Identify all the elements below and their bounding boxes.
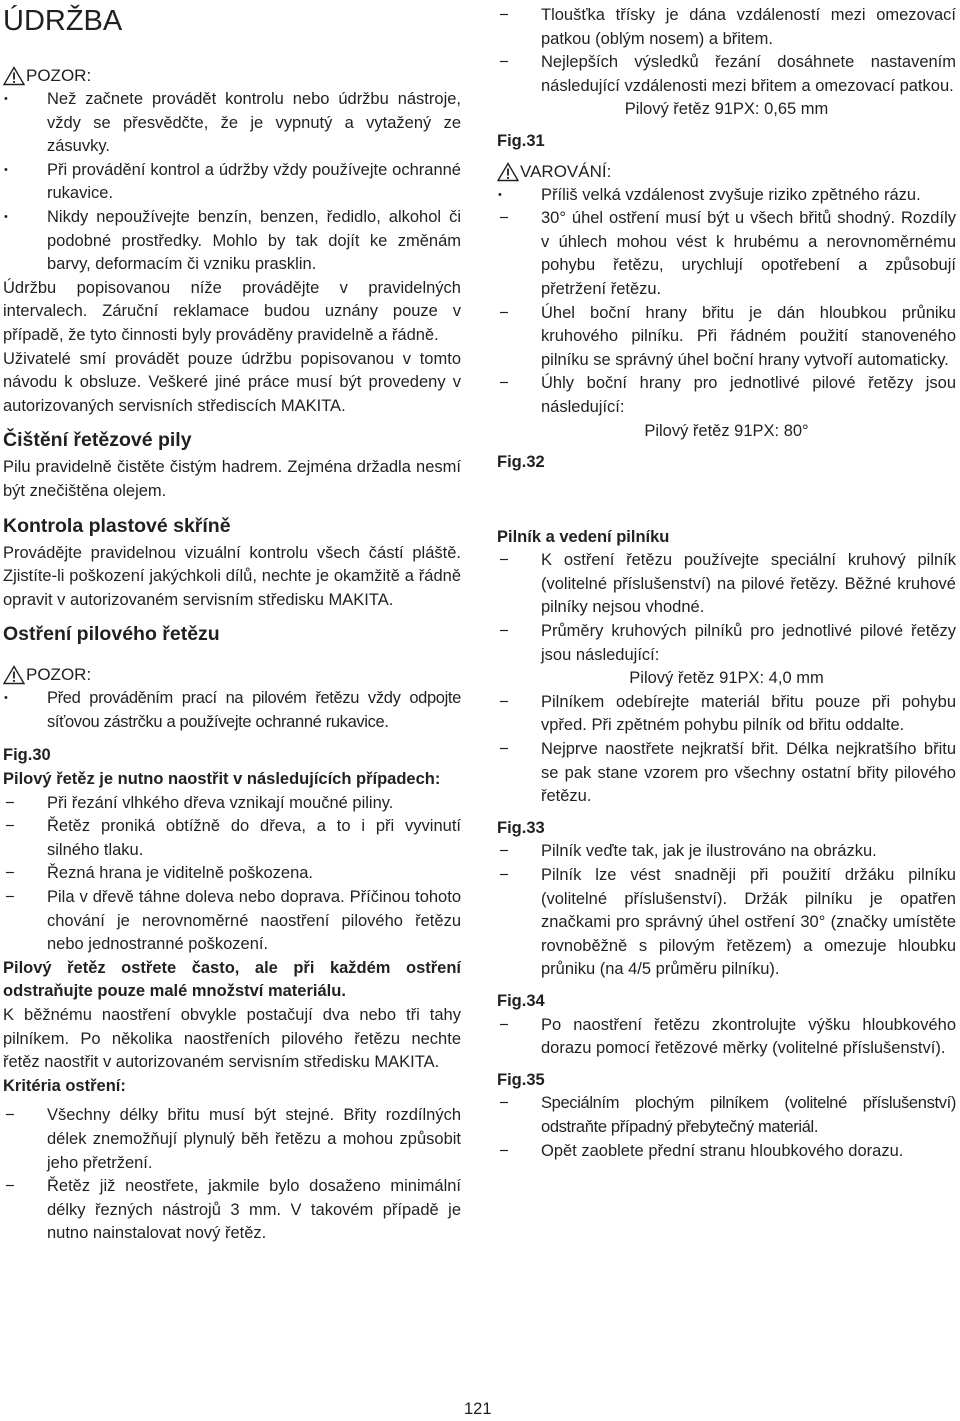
list-item: − Úhel boční hrany břitu je dán hloubkou průniku kruhového pilníku. Při řádném použití stanoveného pilníku se správný úhel boční hrany vytvoří automaticky. (497, 302, 956, 373)
list-item: − 30° úhel ostření musí být u všech břitů shodný. Rozdíly v úhlech mohou vést k hrubému a nerovnoměrnému pohybu řetězu, urychlují opotřebení a způsobují přetržení řetězu. (497, 207, 956, 301)
list-item: − K ostření řetězu používejte speciální kruhový pilník (volitelné příslušenství) na pilové řetězy. Běžné kruhové pilníky nejsou vhodné. (497, 549, 956, 620)
subheading-cases: Pilový řetěz je nutno naostřit v následujících případech: (3, 770, 441, 789)
list-item: − Nejprve naostřete nejkratší břit. Délka nejkratšího břitu se pak stane vzorem pro všechny ostatní břity pilového řetězu. (497, 738, 956, 809)
list-item: − Speciálním plochým pilníkem (volitelné příslušenství) odstraňte případný přebytečný materiál. (497, 1092, 956, 1139)
warning-list (497, 184, 956, 420)
criteria-list (3, 1104, 461, 1246)
list-item: • Před prováděním prací na pilovém řetězu vždy odpojte síťovou zástrčku a používejte ochranné rukavice. (3, 687, 461, 734)
spec-line: Pilový řetěz 91PX: 80° (644, 421, 809, 440)
list-item: − Při řezání vlhkého dřeva vznikají moučné piliny. (3, 792, 461, 816)
list-item: − Opět zaoblete přední stranu hloubkového dorazu. (497, 1140, 956, 1164)
list-item: − Pilníkem odebírejte materiál břitu pouze při pohybu vpřed. Při zpětném pohybu pilník od břitu oddalte. (497, 691, 956, 738)
list-item: − Řezná hrana je viditelně poškozena. (3, 862, 461, 886)
pozor-heading: POZOR: (3, 663, 461, 687)
pozor-list (3, 687, 461, 734)
warning-triangle-icon (3, 66, 25, 86)
section-heading-sharpening: Ostření pilového řetězu (3, 623, 220, 646)
list-item: − Všechny délky břitu musí být stejné. Břity rozdílných délek znemožňují plynulý běh řetězu a mohou způsobit jeho přetržení. (3, 1104, 461, 1175)
figure-ref: Fig.35 (497, 1070, 545, 1089)
sharpen-often-paragraph: Pilový řetěz ostřete často, ale při každém ostření odstraňujte pouze malé množství materiálu. (3, 958, 461, 1001)
warning-triangle-icon (3, 665, 25, 685)
list-item: − Po naostření řetězu zkontrolujte výšku hloubkového dorazu pomocí řetězové měrky (volitelné příslušenství). (497, 1014, 956, 1061)
cleaning-paragraph: Pilu pravidelně čistěte čistým hadrem. Zejména držadla nesmí být znečištěna olejem. (3, 458, 461, 500)
housing-paragraph: Provádějte pravidelnou vizuální kontrolu všech částí pláště. Zjistíte-li poškození jakýchkoli dílů, nechte je okamžitě a řádně opravit v autorizovaném servisním středisku MAKITA. (3, 543, 461, 609)
subheading-criteria: Kritéria ostření: (3, 1076, 126, 1095)
file-list (497, 549, 956, 667)
list-item: − Řetěz proniká obtížně do dřeva, a to i při vyvinutí silného tlaku. (3, 815, 461, 862)
figure-ref: Fig.31 (497, 131, 545, 150)
fig34-list (497, 1014, 956, 1061)
list-item: • Příliš velká vzdálenost zvyšuje riziko zpětného rázu. (497, 184, 956, 208)
list-item: − Pilník lze vést snadněji při použití držáku pilníku (volitelné příslušenství). Držák pilníku je opatřen značkami pro správný úhel ostření 30° (značky umístěte rovnoběžně s pilovým řetězem) a omezuje hloubku průniku (na 4/5 průměru pilníku). (497, 864, 956, 982)
figure-ref: Fig.33 (497, 818, 545, 837)
left-column (3, 0, 461, 1246)
subheading-file: Pilník a vedení pilníku (497, 527, 670, 546)
users-paragraph: Uživatelé smí provádět pouze údržbu popisovanou v tomto návodu k obsluze. Veškeré jiné práce musí být provedeny v autorizovaných servisních střediscích MAKITA. (3, 349, 461, 415)
pozor-heading: POZOR: (3, 64, 461, 88)
list-item: − Pilník veďte tak, jak je ilustrováno na obrázku. (497, 840, 956, 864)
warning-triangle-icon (497, 162, 519, 182)
page-number: 121 (464, 1400, 492, 1418)
figure-ref: Fig.32 (497, 453, 545, 472)
list-item: • Při provádění kontrol a údržby vždy používejte ochranné rukavice. (3, 159, 461, 206)
spec-line: Pilový řetěz 91PX: 0,65 mm (624, 100, 829, 119)
list-item: − Úhly boční hrany pro jednotlivé pilové řetězy jsou následující: (497, 372, 956, 419)
file-list-2 (497, 691, 956, 809)
list-item: − Nejlepších výsledků řezání dosáhnete nastavením následující vzdálenosti mezi břitem a omezovací patkou. (497, 51, 956, 98)
fig33-list (497, 840, 956, 982)
list-item: • Nikdy nepoužívejte benzín, benzen, ředidlo, alkohol či podobné prostředky. Mohlo by tak dojít ke změnám barvy, deformacím či vzniku prasklin. (3, 206, 461, 277)
fig35-list (497, 1092, 956, 1163)
right-column (497, 0, 956, 1163)
page-title: ÚDRŽBA (3, 5, 123, 37)
list-item: − Průměry kruhových pilníků pro jednotlivé pilové řetězy jsou následující: (497, 620, 956, 667)
maintenance-paragraph: Údržbu popisovanou níže provádějte v pravidelných intervalech. Záruční reklamace budou uznány pouze v případě, že tyto činnosti byly prováděny pravidelně a řádně. (3, 278, 461, 344)
list-item: − Pila v dřevě táhne doleva nebo doprava. Příčinou tohoto chování je nerovnoměrné naostření pilového řetězu nebo jednostranné poškození. (3, 886, 461, 957)
figure-ref: Fig.30 (3, 746, 51, 765)
pozor-list (3, 88, 461, 277)
section-heading-housing: Kontrola plastové skříně (3, 514, 231, 537)
spec-line: Pilový řetěz 91PX: 4,0 mm (629, 669, 824, 688)
normal-sharpening-paragraph: K běžnému naostření obvykle postačují dva nebo tři tahy pilníkem. Po několika naostřeních pilového řetězu nechte řetěz naostřit v autorizovaném servisním středisku MAKITA. (3, 1006, 461, 1072)
list-item: • Než začnete provádět kontrolu nebo údržbu nástroje, vždy se přesvědčte, že je vypnutý a vytažený ze zásuvky. (3, 88, 461, 159)
varovani-heading: VAROVÁNÍ: (497, 160, 956, 184)
cases-list (3, 792, 461, 957)
figure-ref: Fig.34 (497, 991, 545, 1010)
list-item: − Tloušťka třísky je dána vzdáleností mezi omezovací patkou (oblým nosem) a břitem. (497, 4, 956, 51)
section-heading-cleaning: Čištění řetězové pily (3, 429, 192, 452)
depth-list (497, 4, 956, 98)
list-item: − Řetěz již neostřete, jakmile bylo dosaženo minimální délky řezných nástrojů 3 mm. V takovém případě je nutno nainstalovat nový řetěz. (3, 1175, 461, 1246)
